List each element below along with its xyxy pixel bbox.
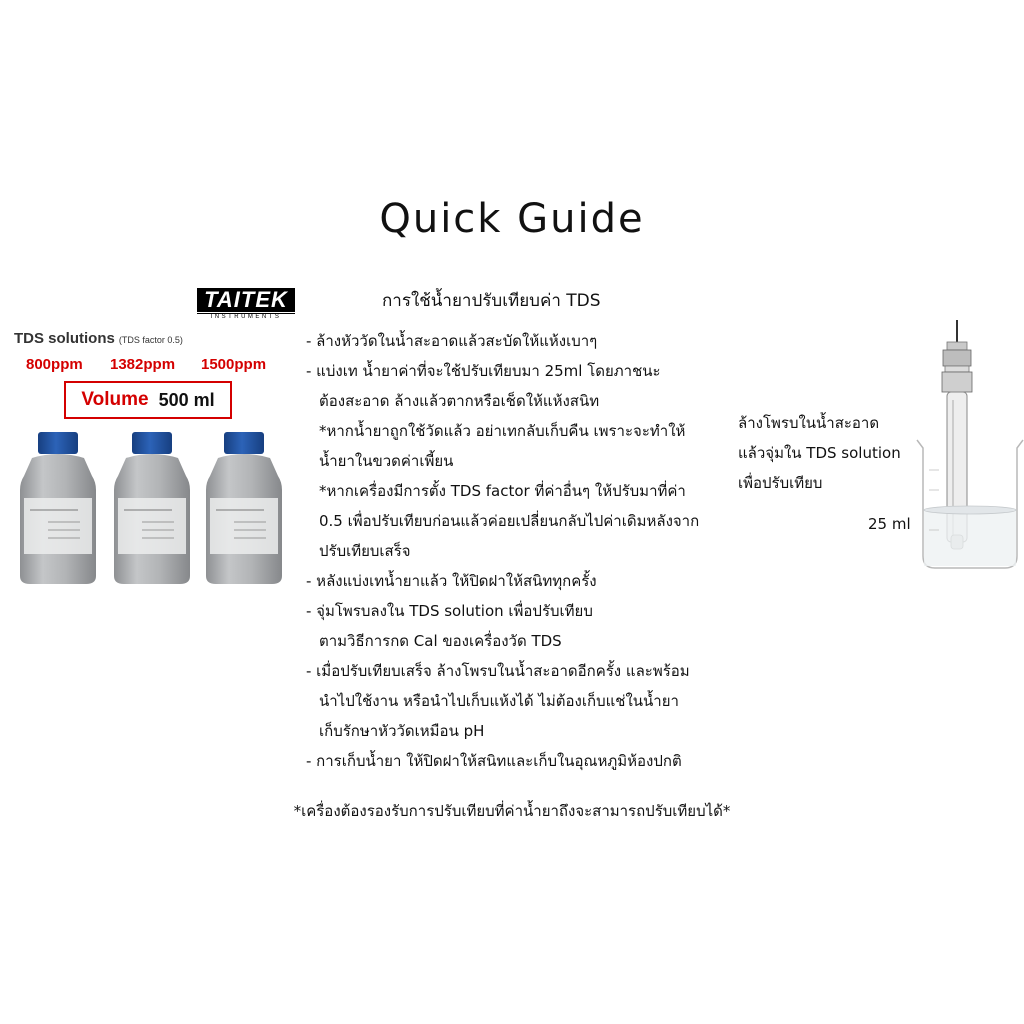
beaker-volume-label: 25 ml: [868, 515, 911, 533]
beaker-icon: [917, 440, 1023, 568]
instruction-line: น้ำยาในขวดค่าเพี้ยน: [319, 452, 454, 470]
instruction-line: - การเก็บน้ำยา ให้ปิดฝาให้สนิทและเก็บในอุณหภูมิห้องปกติ: [306, 752, 682, 770]
instruction-line: ตามวิธีการกด Cal ของเครื่องวัด TDS: [319, 632, 562, 650]
probe-note-line: เพื่อปรับเทียบ: [738, 474, 823, 492]
instruction-line: - จุ่มโพรบลงใน TDS solution เพื่อปรับเทียบ: [306, 602, 593, 620]
instruction-line: - หลังแบ่งเทน้ำยาแล้ว ให้ปิดฝาให้สนิททุกครั้ง: [306, 572, 597, 590]
instruction-line: ปรับเทียบเสร็จ: [319, 542, 411, 560]
instruction-line: นำไปใช้งาน หรือนำไปเก็บแห้งได้ ไม่ต้องเก็บแช่ในน้ำยา: [319, 692, 679, 710]
probe-beaker-illustration: [915, 320, 1024, 580]
bottle-3: [206, 432, 282, 584]
instruction-line: *หากเครื่องมีการตั้ง TDS factor ที่ค่าอื่นๆ ให้ปรับมาที่ค่า: [319, 482, 686, 500]
bottles-image: [18, 428, 288, 588]
ppm-value-2: 1382ppm: [110, 356, 176, 373]
page-title: Quick Guide: [379, 196, 645, 242]
bottle-2: [114, 432, 190, 584]
product-heading: [14, 330, 183, 347]
probe-note-line: แล้วจุ่มใน TDS solution: [738, 444, 901, 462]
ppm-value-1: 800ppm: [26, 356, 83, 373]
volume-box: [64, 381, 232, 419]
bottle-1: [20, 432, 96, 584]
logo-subtext: INSTRUMENTS: [197, 313, 295, 320]
footnote: *เครื่องต้องรองรับการปรับเทียบที่ค่าน้ำยาถึงจะสามารถปรับเทียบได้*: [293, 802, 731, 820]
instruction-line: 0.5 เพื่อปรับเทียบก่อนแล้วค่อยเปลี่ยนกลับไปค่าเดิมหลังจาก: [319, 512, 700, 530]
logo-text: TAITEK: [197, 288, 295, 312]
instructions-list: [306, 326, 746, 776]
taitek-logo: [197, 288, 295, 322]
volume-value: 500 ml: [158, 389, 215, 410]
instruction-line: - ล้างหัววัดในน้ำสะอาดแล้วสะบัดให้แห้งเบาๆ: [306, 332, 598, 350]
instruction-line: *หากน้ำยาถูกใช้วัดแล้ว อย่าเทกลับเก็บคืน เพราะจะทำให้: [319, 422, 686, 440]
ppm-value-3: 1500ppm: [201, 356, 267, 373]
probe-note: [738, 408, 901, 498]
section-subtitle: การใช้น้ำยาปรับเทียบค่า TDS: [382, 291, 601, 311]
tds-factor-note: (TDS factor 0.5): [118, 335, 183, 345]
probe-note-line: ล้างโพรบในน้ำสะอาด: [738, 414, 880, 432]
instruction-line: - แบ่งเท น้ำยาค่าที่จะใช้ปรับเทียบมา 25ml โดยภาชนะ: [306, 362, 661, 380]
product-name: TDS solutions: [14, 330, 115, 347]
volume-label: Volume: [81, 389, 149, 410]
instruction-line: เก็บรักษาหัววัดเหมือน pH: [319, 722, 485, 740]
instruction-line: ต้องสะอาด ล้างแล้วตากหรือเช็ดให้แห้งสนิท: [319, 392, 600, 410]
instruction-line: - เมื่อปรับเทียบเสร็จ ล้างโพรบในน้ำสะอาดอีกครั้ง และพร้อม: [306, 662, 690, 680]
